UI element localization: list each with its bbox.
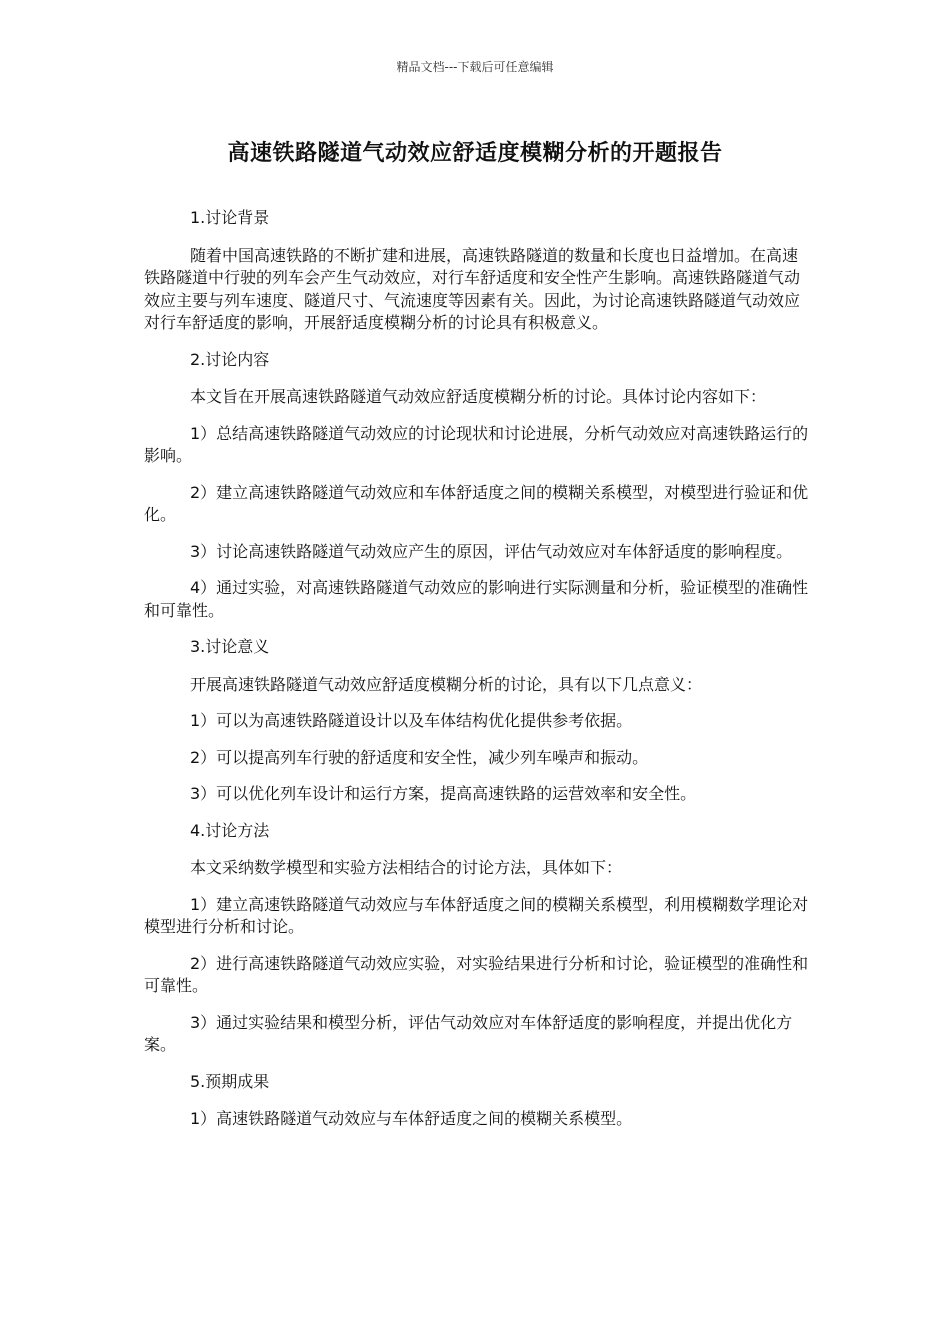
method-item-2: 2）进行高速铁路隧道气动效应实验，对实验结果进行分析和讨论，验证模型的准确性和可靠性。: [144, 953, 809, 995]
significance-item-3: 3）可以优化列车设计和运行方案，提高高速铁路的运营效率和安全性。: [190, 784, 697, 803]
method-item-1: 1）建立高速铁路隧道气动效应与车体舒适度之间的模糊关系模型，利用模糊数学理论对模型进行分析和讨论。: [144, 894, 809, 936]
significance-intro: 开展高速铁路隧道气动效应舒适度模糊分析的讨论，具有以下几点意义：: [190, 674, 703, 694]
section-heading-method: 4.讨论方法: [190, 820, 270, 840]
document-body: [144, 207, 812, 1145]
section-heading-background: 1.讨论背景: [190, 208, 270, 227]
section-heading-significance: 3.讨论意义: [190, 637, 270, 656]
background-paragraph: 随着中国高速铁路的不断扩建和进展，高速铁路隧道的数量和长度也日益增加。在高速铁路隧道中行驶的列车会产生气动效应，对行车舒适度和安全性产生影响。高速铁路隧道气动效应主要与列车速度、隧道尺寸、气流速度等因素有关。因此，为讨论高速铁路隧道气动效应对行车舒适度的影响，开展舒适度模糊分析的讨论具有积极意义。: [144, 245, 801, 332]
page-header-note: 精品文档---下载后可任意编辑: [396, 60, 554, 74]
content-item-4: 4）通过实验，对高速铁路隧道气动效应的影响进行实际测量和分析，验证模型的准确性和可靠性。: [144, 578, 809, 620]
document-title: 高速铁路隧道气动效应舒适度模糊分析的开题报告: [227, 141, 723, 166]
section-heading-results: 5.预期成果: [190, 1071, 270, 1091]
significance-item-1: 1）可以为高速铁路隧道设计以及车体结构优化提供参考依据。: [190, 711, 633, 730]
content-item-3: 3）讨论高速铁路隧道气动效应产生的原因，评估气动效应对车体舒适度的影响程度。: [190, 541, 793, 561]
content-intro: 本文旨在开展高速铁路隧道气动效应舒适度模糊分析的讨论。具体讨论内容如下：: [190, 387, 767, 406]
content-item-1: 1）总结高速铁路隧道气动效应的讨论现状和讨论进展，分析气动效应对高速铁路运行的影响。: [144, 423, 809, 465]
method-item-3: 3）通过实验结果和模型分析，评估气动效应对车体舒适度的影响程度，并提出优化方案。: [144, 1012, 793, 1054]
significance-item-2: 2）可以提高列车行驶的舒适度和安全性，减少列车噪声和振动。: [190, 747, 649, 767]
section-heading-content: 2.讨论内容: [190, 349, 270, 369]
method-intro: 本文采纳数学模型和实验方法相结合的讨论方法，具体如下：: [190, 858, 623, 877]
content-item-2: 2）建立高速铁路隧道气动效应和车体舒适度之间的模糊关系模型，对模型进行验证和优化。: [144, 482, 809, 524]
results-item-1: 1）高速铁路隧道气动效应与车体舒适度之间的模糊关系模型。: [190, 1109, 633, 1128]
